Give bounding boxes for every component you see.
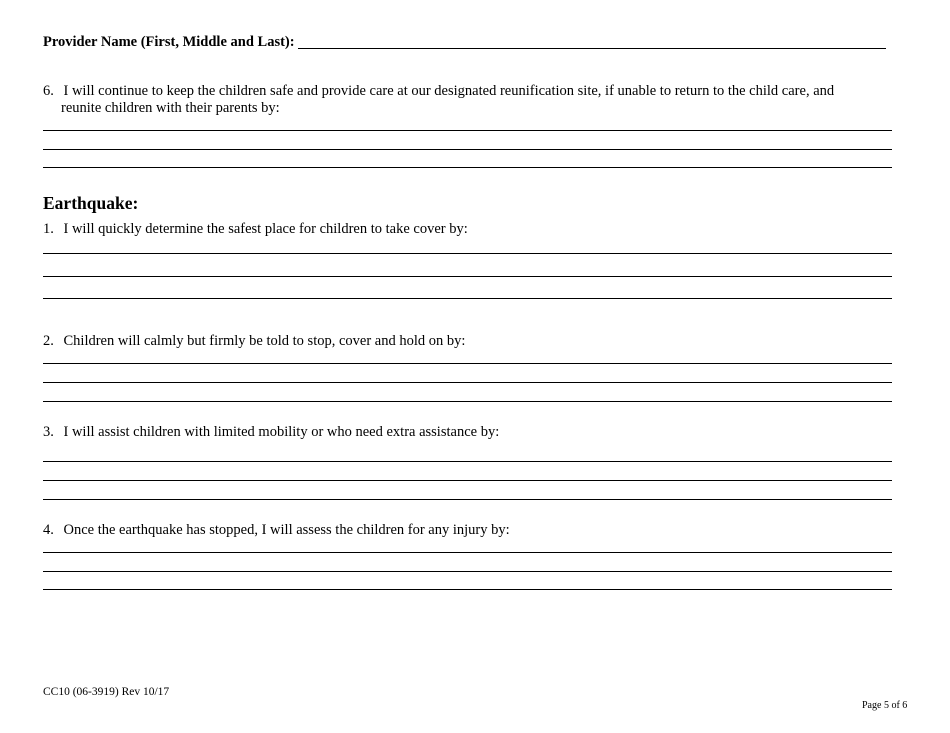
answer-line[interactable] (43, 363, 892, 364)
answer-line[interactable] (43, 253, 892, 254)
answer-line[interactable] (43, 298, 892, 299)
item-text: I will assist children with limited mobility or who need extra assistance by: (63, 424, 500, 440)
earthquake-item-3 (43, 424, 499, 441)
answer-line[interactable] (43, 401, 892, 402)
item-text: Once the earthquake has stopped, I will assess the children for any injury by: (63, 522, 510, 538)
answer-line[interactable] (43, 130, 892, 131)
answer-line[interactable] (43, 382, 892, 383)
provider-name-label: Provider Name (First, Middle and Last): (43, 34, 295, 50)
answer-line[interactable] (43, 571, 892, 572)
earthquake-item-4 (43, 522, 510, 539)
item-number: 1. (43, 221, 54, 237)
page-number: Page 5 of 6 (862, 700, 908, 711)
item-number: 3. (43, 424, 54, 440)
answer-line[interactable] (43, 552, 892, 553)
answer-line[interactable] (43, 461, 892, 462)
question-6 (43, 83, 834, 100)
provider-name-field[interactable] (298, 48, 886, 49)
item-text: I will quickly determine the safest place for children to take cover by: (63, 221, 468, 237)
section-heading-earthquake: Earthquake: (43, 193, 139, 213)
answer-line[interactable] (43, 499, 892, 500)
earthquake-item-2 (43, 333, 465, 350)
answer-line[interactable] (43, 480, 892, 481)
item-number: 2. (43, 333, 54, 349)
item-number: 4. (43, 522, 54, 538)
item-text: Children will calmly but firmly be told to stop, cover and hold on by: (63, 333, 466, 349)
answer-line[interactable] (43, 276, 892, 277)
question-number: 6. (43, 83, 54, 99)
question-text: I will continue to keep the children safe and provide care at our designated reunification site, if unable to return to the child care, and (63, 83, 835, 99)
earthquake-item-1 (43, 221, 468, 238)
answer-line[interactable] (43, 149, 892, 150)
form-code: CC10 (06-3919) Rev 10/17 (43, 686, 170, 698)
question-6-continued: reunite children with their parents by: (61, 100, 280, 116)
answer-line[interactable] (43, 167, 892, 168)
answer-line[interactable] (43, 589, 892, 590)
